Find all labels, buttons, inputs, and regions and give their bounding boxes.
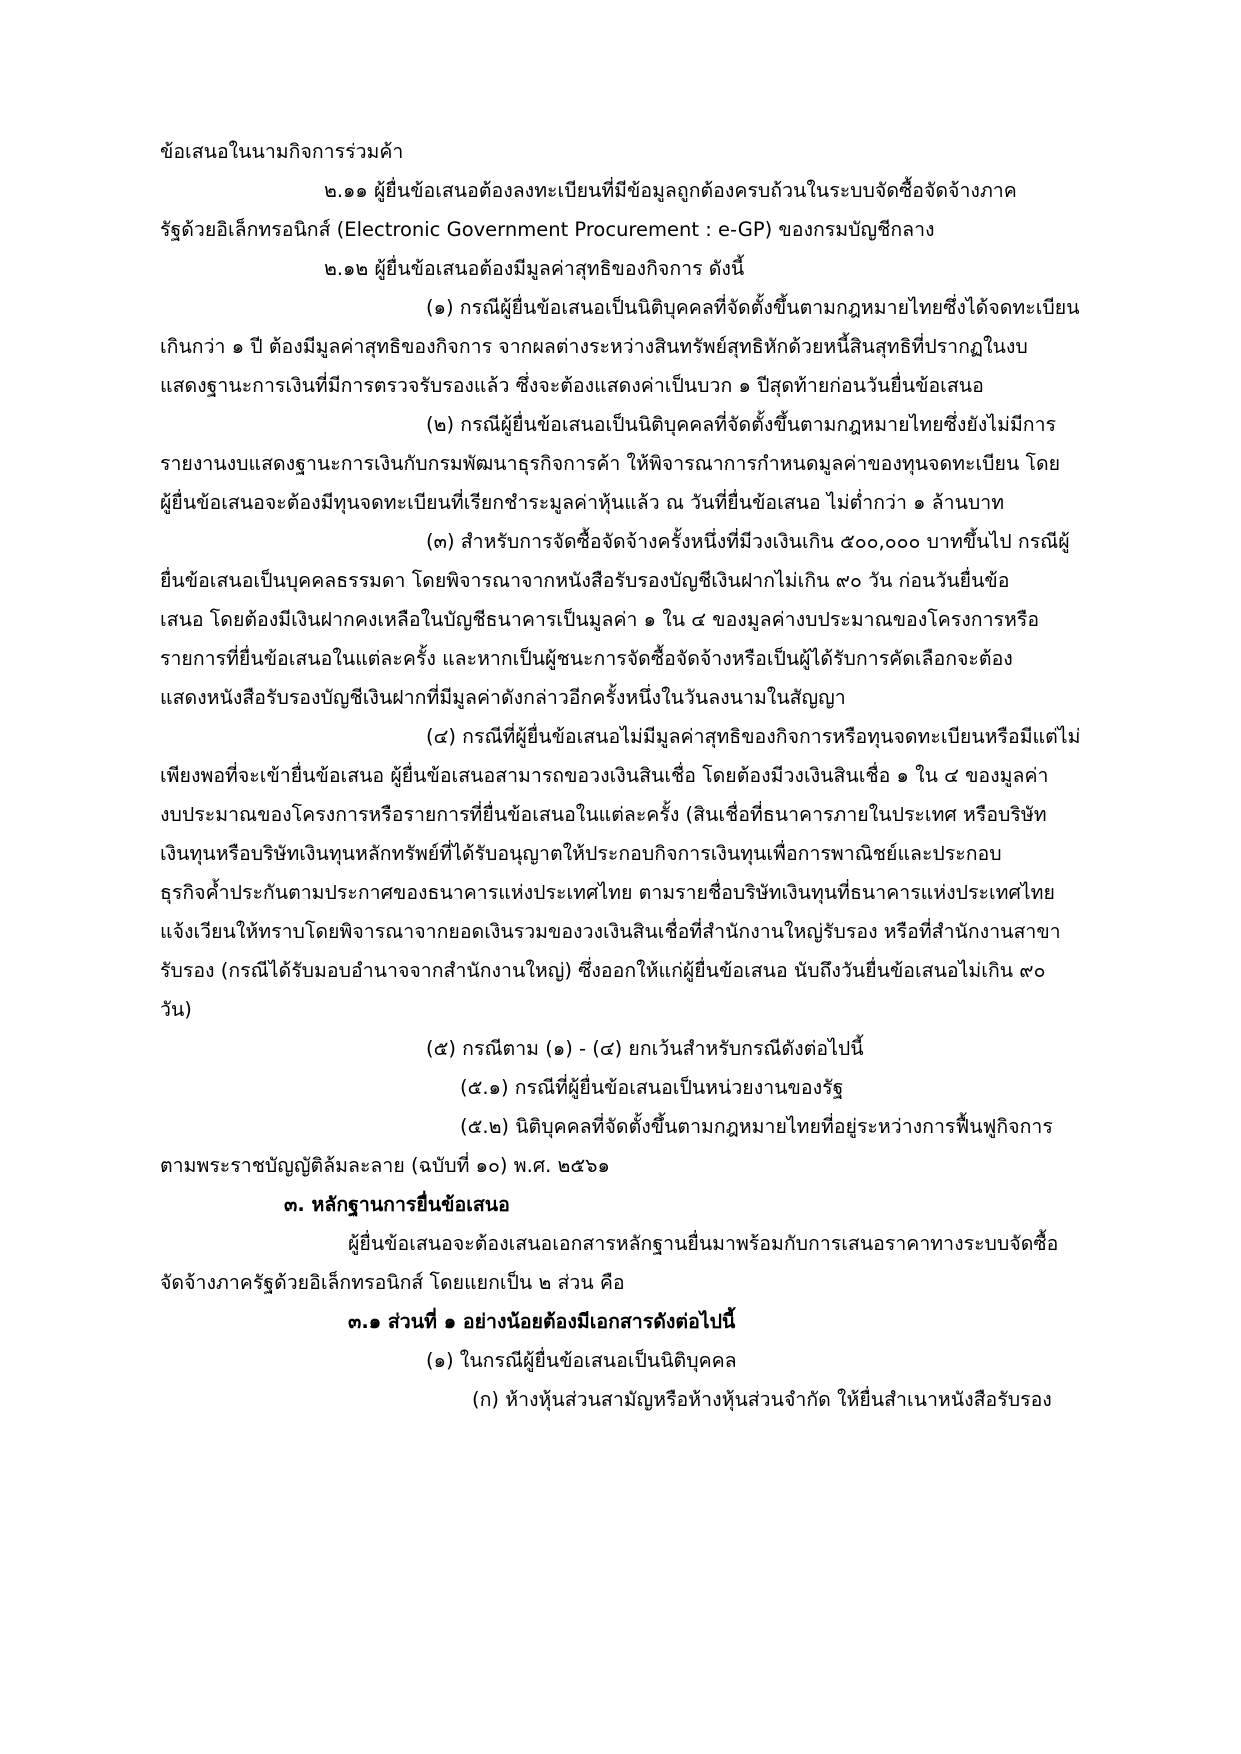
- text-line: รัฐด้วยอิเล็กทรอนิกส์ (Electronic Government Procurement : e-GP) ของกรมบัญชีกลาง: [160, 218, 935, 241]
- item-1-juristic: (๑) ในกรณีผู้ยื่นข้อเสนอเป็นนิติบุคคล: [426, 1349, 737, 1372]
- item-3: (๓) สำหรับการจัดซื้อจัดจ้างครั้งหนึ่งที่มีวงเงินเกิน ๕๐๐,๐๐๐ บาทขึ้นไป กรณีผู้: [426, 530, 1070, 553]
- text-line: แจ้งเวียนให้ทราบโดยพิจารณาจากยอดเงินรวมของวงเงินสินเชื่อที่สำนักงานใหญ่รับรอง หรือที่สำนักงานสาขา: [160, 920, 1061, 943]
- text-line: เงินทุนหรือบริษัทเงินทุนหลักทรัพย์ที่ได้รับอนุญาตให้ประกอบกิจการเงินทุนเพื่อการพาณิชย์และประกอบ: [160, 842, 1002, 865]
- text-line: งบประมาณของโครงการหรือรายการที่ยื่นข้อเสนอในแต่ละครั้ง (สินเชื่อที่ธนาคารภายในประเทศ หรือบริษัท: [160, 803, 1047, 826]
- text-line: ข้อเสนอในนามกิจการร่วมค้า: [160, 140, 404, 163]
- item-ko: (ก) ห้างหุ้นส่วนสามัญหรือห้างหุ้นส่วนจำกัด ให้ยื่นสำเนาหนังสือรับรอง: [472, 1388, 1052, 1411]
- text-line: รับรอง (กรณีได้รับมอบอำนาจจากสำนักงานใหญ่) ซึ่งออกให้แก่ผู้ยื่นข้อเสนอ นับถึงวันยื่นข้อเสนอไม่เกิน ๙๐: [160, 959, 1046, 982]
- text-line: เกินกว่า ๑ ปี ต้องมีมูลค่าสุทธิของกิจการ จากผลต่างระหว่างสินทรัพย์สุทธิหักด้วยหนี้สินสุทธิที่ปรากฏในงบ: [160, 335, 1028, 358]
- text-line: วัน): [160, 998, 192, 1021]
- text-line: แสดงฐานะการเงินที่มีการตรวจรับรองแล้ว ซึ่งจะต้องแสดงค่าเป็นบวก ๑ ปีสุดท้ายก่อนวันยื่นข้อเสนอ: [160, 374, 984, 397]
- section-3-heading: ๓. หลักฐานการยื่นข้อเสนอ: [284, 1193, 510, 1216]
- text-line: ยื่นข้อเสนอเป็นบุคคลธรรมดา โดยพิจารณาจากหนังสือรับรองบัญชีเงินฝากไม่เกิน ๙๐ วัน ก่อนวันยื่นข้อ: [160, 569, 1010, 592]
- text-line: ผู้ยื่นข้อเสนอจะต้องเสนอเอกสารหลักฐานยื่นมาพร้อมกับการเสนอราคาทางระบบจัดซื้อ: [348, 1232, 1059, 1255]
- clause-2-11: ๒.๑๑ ผู้ยื่นข้อเสนอต้องลงทะเบียนที่มีข้อมูลถูกต้องครบถ้วนในระบบจัดซื้อจัดจ้างภาค: [324, 179, 1017, 202]
- text-line: ธุรกิจค้ำประกันตามประกาศของธนาคารแห่งประเทศไทย ตามรายชื่อบริษัทเงินทุนที่ธนาคารแห่งประเทศไทย: [160, 881, 1055, 904]
- item-4: (๔) กรณีที่ผู้ยื่นข้อเสนอไม่มีมูลค่าสุทธิของกิจการหรือทุนจดทะเบียนหรือมีแต่ไม่: [426, 725, 1081, 748]
- text-line: เสนอ โดยต้องมีเงินฝากคงเหลือในบัญชีธนาคารเป็นมูลค่า ๑ ใน ๔ ของมูลค่างบประมาณของโครงการหรือ: [160, 608, 1040, 631]
- text-line: เพียงพอที่จะเข้ายื่นข้อเสนอ ผู้ยื่นข้อเสนอสามารถขอวงเงินสินเชื่อ โดยต้องมีวงเงินสินเชื่อ ๑ ใน ๔ ของมูลค่า: [160, 764, 1049, 787]
- text-line: รายการที่ยื่นข้อเสนอในแต่ละครั้ง และหากเป็นผู้ชนะการจัดซื้อจัดจ้างหรือเป็นผู้ได้รับการคัดเลือกจะต้อง: [160, 647, 1013, 670]
- text-line: แสดงหนังสือรับรองบัญชีเงินฝากที่มีมูลค่าดังกล่าวอีกครั้งหนึ่งในวันลงนามในสัญญา: [160, 686, 846, 709]
- item-5-2: (๕.๒) นิติบุคคลที่จัดตั้งขึ้นตามกฎหมายไทยที่อยู่ระหว่างการฟื้นฟูกิจการ: [460, 1115, 1053, 1138]
- text-line: ตามพระราชบัญญัติล้มละลาย (ฉบับที่ ๑๐) พ.ศ. ๒๕๖๑: [160, 1154, 610, 1177]
- text-line: จัดจ้างภาครัฐด้วยอิเล็กทรอนิกส์ โดยแยกเป็น ๒ ส่วน คือ: [160, 1271, 625, 1294]
- item-1: (๑) กรณีผู้ยื่นข้อเสนอเป็นนิติบุคคลที่จัดตั้งขึ้นตามกฎหมายไทยซึ่งได้จดทะเบียน: [426, 296, 1080, 319]
- text-line: ผู้ยื่นข้อเสนอจะต้องมีทุนจดทะเบียนที่เรียกชำระมูลค่าหุ้นแล้ว ณ วันที่ยื่นข้อเสนอ ไม่ต่ำกว่า ๑ ล้านบาท: [160, 491, 1005, 514]
- clause-2-12: ๒.๑๒ ผู้ยื่นข้อเสนอต้องมีมูลค่าสุทธิของกิจการ ดังนี้: [324, 257, 745, 280]
- item-5-1: (๕.๑) กรณีที่ผู้ยื่นข้อเสนอเป็นหน่วยงานของรัฐ: [460, 1076, 844, 1099]
- text-line: รายงานงบแสดงฐานะการเงินกับกรมพัฒนาธุรกิจการค้า ให้พิจารณาการกำหนดมูลค่าของทุนจดทะเบียน โดย: [160, 452, 1061, 475]
- subsection-3-1-heading: ๓.๑ ส่วนที่ ๑ อย่างน้อยต้องมีเอกสารดังต่อไปนี้: [348, 1310, 736, 1333]
- item-2: (๒) กรณีผู้ยื่นข้อเสนอเป็นนิติบุคคลที่จัดตั้งขึ้นตามกฎหมายไทยซึ่งยังไม่มีการ: [426, 413, 1057, 436]
- item-5: (๕) กรณีตาม (๑) - (๔) ยกเว้นสำหรับกรณีดังต่อไปนี้: [426, 1037, 864, 1060]
